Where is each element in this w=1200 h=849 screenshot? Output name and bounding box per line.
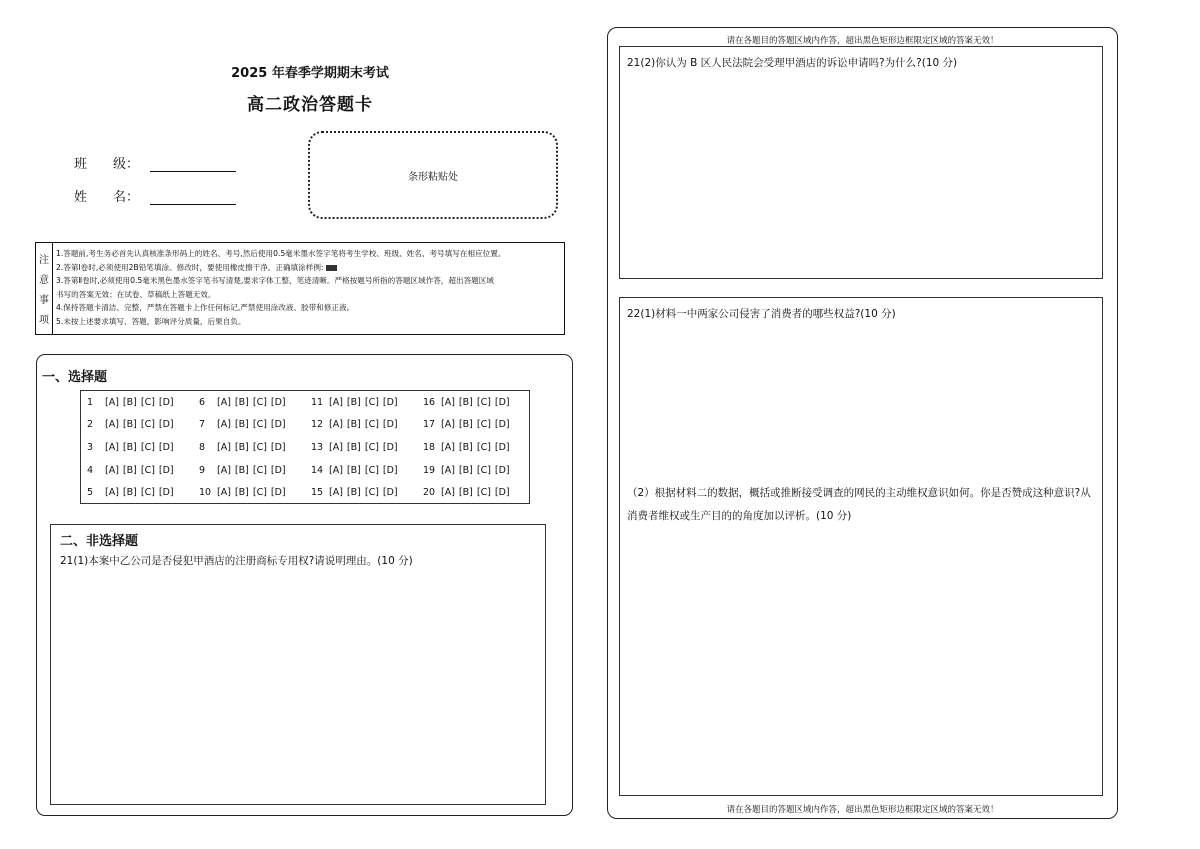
mc-option-bubble[interactable]: [A] [217,441,231,453]
name-input-line[interactable] [150,192,236,205]
hint-bottom: 请在各题目的答题区域内作答，超出黑色矩形边框限定区域的答案无效！ [726,805,999,815]
mc-option-bubble[interactable]: [C] [252,396,267,408]
mc-option-bubble[interactable]: [B] [122,441,137,453]
notice-line: 5.未按上述要求填写、答题，影响评分质量，后果自负。 [56,316,246,326]
mc-option-bubble[interactable]: [C] [140,441,155,453]
mc-question-number: 19 [423,464,436,476]
mc-question-number: 14 [311,464,324,476]
mc-option-bubble[interactable]: [C] [140,396,155,408]
mc-question [81,465,193,476]
mc-option-bubble[interactable]: [C] [476,419,491,431]
q22-1-prompt: 22(1)材料一中两家公司侵害了消费者的哪些权益?(10 分) [627,308,896,320]
hint-top: 请在各题目的答题区域内作答，超出黑色矩形边框限定区域的答案无效！ [726,36,999,46]
mc-option-bubble[interactable]: [C] [364,464,379,476]
mc-question-number: 1 [87,396,94,408]
mc-option-bubble[interactable]: [C] [364,487,379,499]
mc-question [305,465,417,476]
mc-option-bubble[interactable]: [A] [329,487,343,499]
mc-option-bubble[interactable]: [C] [252,487,267,499]
mc-option-bubble[interactable]: [A] [441,396,455,408]
mc-question [81,419,193,430]
mc-option-bubble[interactable]: [A] [329,441,343,453]
name-label: 姓 名： [74,190,140,205]
q21-2-answer-box[interactable] [619,46,1103,279]
mc-option-bubble[interactable]: [A] [105,441,119,453]
notice-line: 1.答题前,考生务必首先认真核准条形码上的姓名、考号,然后使用0.5毫米墨水签字笔将考生学校、班级、姓名、考号填写在相应位置。 [56,249,506,258]
notice-char: 项 [39,314,49,326]
mc-option-bubble[interactable]: [A] [441,419,455,431]
mc-option-bubble[interactable]: [B] [234,419,249,431]
mc-option-bubble[interactable]: [A] [105,419,119,431]
mc-question-number: 7 [199,419,206,431]
mc-question-number: 15 [311,487,324,499]
mc-question [81,442,193,453]
mc-question [193,465,305,476]
mc-option-bubble[interactable]: [D] [382,487,398,499]
mc-question [417,419,529,430]
mc-option-bubble[interactable]: [B] [234,487,249,499]
mc-question [417,442,529,453]
mc-option-bubble[interactable]: [A] [217,464,231,476]
class-label: 班 级： [74,157,140,172]
mc-option-bubble[interactable]: [D] [270,396,286,408]
mc-option-bubble[interactable]: [B] [234,441,249,453]
mc-option-bubble[interactable]: [A] [105,396,119,408]
mc-option-bubble[interactable]: [D] [382,441,398,453]
mc-option-bubble[interactable]: [D] [494,396,510,408]
mc-option-bubble[interactable]: [D] [382,419,398,431]
mc-option-bubble[interactable]: [A] [217,419,231,431]
mc-question [193,397,305,408]
notice-body [53,243,564,334]
mc-option-bubble[interactable]: [C] [140,464,155,476]
class-field[interactable] [74,153,236,172]
mc-option-bubble[interactable]: [A] [217,396,231,408]
mc-option-bubble[interactable]: [A] [329,419,343,431]
mc-option-bubble[interactable]: [C] [364,441,379,453]
mc-option-bubble[interactable]: [C] [252,419,267,431]
mc-question-number: 5 [87,487,94,499]
mc-question-number: 9 [199,464,206,476]
mc-option-bubble[interactable]: [B] [346,487,361,499]
mc-option-bubble[interactable]: [B] [458,487,473,499]
q21-2-prompt: 21(2)你认为 B 区人民法院会受理甲酒店的诉讼申请吗?为什么?(10 分) [627,57,958,69]
mc-row [81,481,529,504]
mc-option-bubble[interactable]: [C] [140,487,155,499]
mc-question [193,487,305,498]
mc-option-bubble[interactable]: [A] [441,464,455,476]
notice-heading [36,243,53,334]
mc-option-bubble[interactable]: [C] [364,396,379,408]
mc-option-bubble[interactable]: [C] [252,441,267,453]
notice-line: 3.答第Ⅱ卷时,必须使用0.5毫米黑色墨水签字笔书写清楚,要求字体工整、笔迹清晰。严格按题号所指的答题区域作答，超出答题区域 [56,276,494,286]
mc-option-bubble[interactable]: [B] [458,396,473,408]
mc-option-bubble[interactable]: [B] [122,396,137,408]
q21-1-prompt: 21(1)本案中乙公司是否侵犯甲酒店的注册商标专用权?请说明理由。(10 分) [60,555,413,567]
mc-question-number: 18 [423,441,436,453]
notice-char: 注 [39,255,49,267]
card-title: 高二政治答题卡 [247,95,373,115]
q22-2-prompt: （2）根据材料二的数据，概括或推断接受调查的网民的主动维权意识如何。你是否赞成这种意识?从消费者维权或生产目的的角度加以评析。(10 分) [627,487,1091,522]
q22-answer-box[interactable] [619,297,1103,796]
mc-option-bubble[interactable]: [C] [476,441,491,453]
mc-question [417,397,529,408]
mc-option-bubble[interactable]: [C] [476,487,491,499]
mc-question-number: 12 [311,419,324,431]
mc-option-bubble[interactable]: [D] [158,487,174,499]
mc-option-bubble[interactable]: [A] [105,464,119,476]
mc-question-number: 11 [311,396,324,408]
mc-option-bubble[interactable]: [B] [458,441,473,453]
notice-box [35,242,565,335]
mc-question [81,487,193,498]
mc-option-bubble[interactable]: [D] [382,464,398,476]
mc-option-bubble[interactable]: [B] [234,396,249,408]
mc-option-bubble[interactable]: [C] [364,419,379,431]
mc-option-bubble[interactable]: [D] [270,441,286,453]
notice-line: 2.答第Ⅰ卷时,必须使用2B铅笔填涂。修改时，要使用橡皮擦干净。正确填涂样例: [56,262,324,272]
mc-option-bubble[interactable]: [C] [476,396,491,408]
notice-char: 意 [39,275,49,287]
mc-option-bubble[interactable]: [A] [441,441,455,453]
mc-option-bubble[interactable]: [A] [217,487,231,499]
mc-option-bubble[interactable]: [B] [122,487,137,499]
mc-option-bubble[interactable]: [A] [105,487,119,499]
mc-question-number: 16 [423,396,436,408]
mc-option-bubble[interactable]: [B] [234,464,249,476]
mc-question [193,442,305,453]
notice-line: 书写的答案无效；在试卷、草稿纸上答题无效。 [56,289,216,299]
mc-question-number: 4 [87,464,94,476]
mc-row [81,414,529,437]
notice-line-with-sample [56,261,560,275]
mc-option-bubble[interactable]: [D] [494,419,510,431]
mc-option-bubble[interactable]: [B] [458,419,473,431]
notice-char: 事 [39,294,49,306]
barcode-label: 条形粘贴处 [408,171,458,183]
mc-question-number: 17 [423,419,436,431]
section2-label: 二、非选择题 [60,534,139,549]
mc-option-bubble[interactable]: [D] [270,464,286,476]
notice-line: 4.保持答题卡清洁、完整，严禁在答题卡上作任何标记,严禁使用涂改液、胶带和修正液。 [56,303,355,313]
mc-option-bubble[interactable]: [D] [494,464,510,476]
mc-question [305,419,417,430]
mc-question [305,442,417,453]
mc-question-number: 10 [199,487,212,499]
mc-row [81,436,529,459]
mc-question-number: 13 [311,441,324,453]
mc-option-bubble[interactable]: [B] [346,464,361,476]
mc-option-bubble[interactable]: [D] [382,396,398,408]
mc-option-bubble[interactable]: [D] [270,419,286,431]
mc-option-bubble[interactable]: [D] [158,419,174,431]
mc-option-bubble[interactable]: [B] [346,419,361,431]
mc-option-bubble[interactable]: [D] [270,487,286,499]
mc-question [417,465,529,476]
multiple-choice-grid [80,390,530,504]
mc-option-bubble[interactable]: [D] [158,464,174,476]
mc-option-bubble[interactable]: [B] [346,396,361,408]
mc-option-bubble[interactable]: [A] [329,396,343,408]
name-field[interactable] [74,186,236,205]
mc-option-bubble[interactable]: [B] [122,419,137,431]
section1-label: 一、选择题 [42,370,108,385]
mc-question-number: 3 [87,441,94,453]
mc-option-bubble[interactable]: [A] [329,464,343,476]
mc-row [81,459,529,482]
mc-question [305,397,417,408]
mc-option-bubble[interactable]: [C] [476,464,491,476]
barcode-area [308,131,558,219]
exam-title: 2025 年春季学期期末考试 [231,66,389,81]
mc-row [81,391,529,414]
filled-sample-mark [326,265,337,271]
mc-option-bubble[interactable]: [D] [158,396,174,408]
mc-option-bubble[interactable]: [B] [122,464,137,476]
mc-question [193,419,305,430]
mc-option-bubble[interactable]: [C] [140,419,155,431]
mc-question-number: 2 [87,419,94,431]
mc-question [305,487,417,498]
mc-option-bubble[interactable]: [C] [252,464,267,476]
mc-option-bubble[interactable]: [B] [458,464,473,476]
mc-option-bubble[interactable]: [D] [494,441,510,453]
mc-question-number: 20 [423,487,436,499]
mc-question [417,487,529,498]
class-input-line[interactable] [150,159,236,172]
mc-option-bubble[interactable]: [B] [346,441,361,453]
mc-option-bubble[interactable]: [A] [441,487,455,499]
mc-question-number: 8 [199,441,206,453]
mc-option-bubble[interactable]: [D] [494,487,510,499]
mc-question-number: 6 [199,396,206,408]
mc-question [81,397,193,408]
mc-option-bubble[interactable]: [D] [158,441,174,453]
